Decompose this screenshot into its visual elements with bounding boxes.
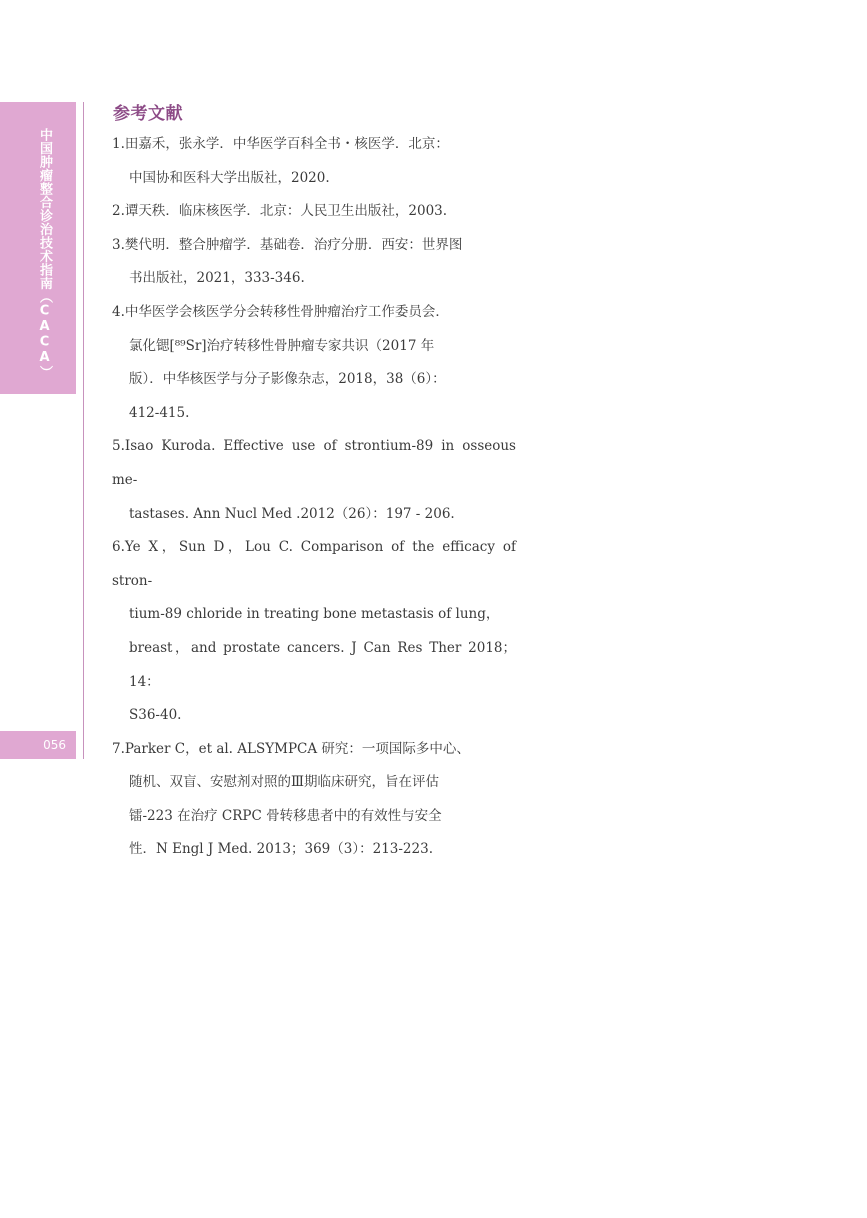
reference-item [112, 733, 516, 867]
reference-line [112, 430, 516, 497]
reference-number: 1. [112, 136, 125, 152]
reference-number: 7. [112, 740, 125, 757]
reference-text: 中华医学会核医学分会转移性骨肿瘤治疗工作委员会． [124, 303, 449, 320]
reference-text: Parker C，et al. ALSYMPCA 研究：一项国际多中心、 [124, 740, 470, 757]
references-heading: 参考文献 [113, 104, 183, 124]
reference-line: 氯化锶[⁸⁹Sr]治疗转移性骨肿瘤专家共识（2017 年 [129, 337, 435, 354]
reference-item [112, 195, 516, 229]
reference-line: 书出版社，2021，333-346. [129, 270, 305, 287]
vertical-divider [83, 102, 84, 759]
reference-line: 412-415. [129, 404, 190, 421]
guideline-vertical-title: 中国肿瘤整合诊治技术指南（CACA） [37, 128, 52, 379]
reference-text: 谭天秩．临床核医学．北京：人民卫生出版社，2003. [124, 203, 448, 220]
reference-number: 6. [112, 539, 125, 556]
reference-line [112, 733, 516, 767]
reference-text: Ye X，Sun D，Lou C. Comparison of the efficacy of stron- [112, 539, 516, 589]
reference-line: 镭-223 在治疗 CRPC 骨转移患者中的有效性与安全 [129, 807, 442, 824]
reference-text: Isao Kuroda. Effective use of strontium-89 in osseous me- [112, 438, 516, 488]
reference-item [112, 430, 516, 531]
reference-item [112, 229, 516, 296]
reference-line [112, 296, 516, 330]
reference-line: tastases. Ann Nucl Med .2012（26）：197 - 206. [129, 505, 455, 522]
reference-line: 中国协和医科大学出版社，2020. [129, 169, 330, 186]
reference-number: 5. [112, 438, 125, 455]
reference-line: 随机、双盲、安慰剂对照的Ⅲ期临床研究，旨在评估 [129, 774, 440, 791]
reference-line: breast，and prostate cancers. J Can Res Ther 2018；14： [129, 639, 516, 690]
reference-line: 版）．中华核医学与分子影像杂志，2018，38（6）： [129, 371, 446, 388]
reference-line [112, 195, 516, 229]
page-number: 056 [0, 731, 76, 759]
reference-line [112, 531, 516, 598]
reference-list [112, 128, 516, 867]
reference-line: S36-40. [129, 707, 182, 724]
reference-text: 樊代明．整合肿瘤学．基础卷．治疗分册．西安：世界图 [124, 236, 463, 253]
reference-item [112, 128, 516, 195]
reference-line [112, 229, 516, 263]
reference-line: tium-89 chloride in treating bone metastasis of lung， [129, 606, 500, 623]
reference-line [112, 128, 516, 162]
reference-item [112, 531, 516, 733]
reference-number: 2. [112, 203, 125, 220]
reference-number: 3. [112, 236, 125, 253]
reference-number: 4. [112, 303, 125, 320]
reference-item [112, 296, 516, 430]
reference-line: 性．N Engl J Med. 2013；369（3）：213-223. [129, 841, 433, 858]
reference-text: 田嘉禾，张永学．中华医学百科全书・核医学．北京： [124, 136, 449, 152]
